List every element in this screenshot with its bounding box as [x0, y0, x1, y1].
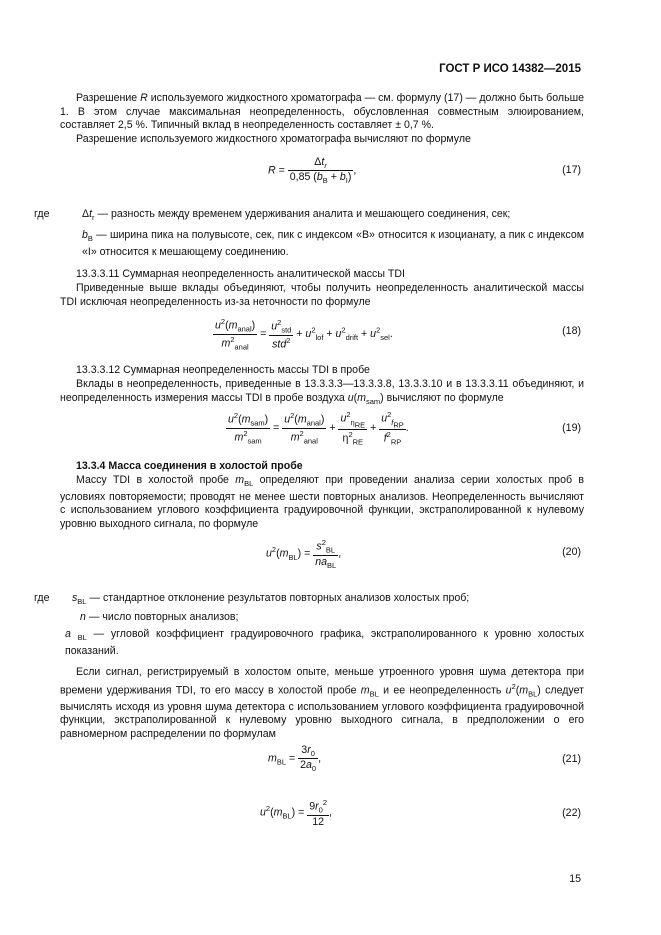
equation-number-22: (22) [562, 807, 581, 819]
section-title-13-3-4: 13.3.4 Масса соединения в холостой пробе [76, 460, 303, 472]
equation-21: $m_{BL}$ = $\frac{3r_0}{2a_0}$ , [268, 744, 322, 774]
section-title-13-3-3-12: 13.3.3.12 Суммарная неопределенность массы TDI в пробе [76, 364, 370, 376]
equation-number-20: (20) [562, 546, 581, 558]
equation-19: $\frac{u^2(m_{sam})}{m^2_{sam}}$ = $\frac{u^2(m_{anal})}{m^2_{anal}}$ + $\frac{u^2_{\eta_{RE}}}{\eta^2_{RE}}$ + $\frac{u^2_{f_{RP}}}{f^2_{RP}}$ . [228, 410, 409, 447]
where-label-2: где [34, 592, 50, 604]
paragraph-13-3-3-11: Приведенные выше вклады объединяют, чтобы получить неопределенность аналитической массы TDI исключая неопределенность из-за неточности по формуле [60, 282, 584, 308]
section-title-13-3-3-11: 13.3.3.11 Суммарная неопределенность аналитической массы TDI [76, 268, 405, 280]
equation-17: R = $\frac{\Delta t_r}{0,85 (b_B + b_I)}$ , [268, 156, 357, 186]
definition-bB: $b_B$ — ширина пика на полувысоте, сек, пик с индексом «B» относится к изоцианату, а пик с индексом «I» относится к мешающему соединению. [82, 229, 584, 258]
equation-number-21: (21) [562, 753, 581, 765]
page-header: ГОСТ Р ИСО 14382—2015 [439, 63, 581, 75]
paragraph-formula-intro: Разрешение используемого жидкостного хроматографа вычисляют по формуле [76, 133, 471, 145]
definition-aBL: a $_{BL}$ — угловой коэффициент градуировочного графика, экстраполированного к уровню холостых показаний. [65, 628, 584, 657]
equation-22: $u^2(m_{BL})$ = $\frac{9r_0^2}{12}$ , [260, 798, 332, 828]
definition-delta-tr: $\Delta t_r$ — разность между временем удерживания аналита и мешающего соединения, сек; [82, 208, 511, 223]
paragraph-13-3-4: Массу TDI в холостой пробе $m_{BL}$ определяют при проведении анализа серии холостых проб в условиях повторяемости; проводят не менее шести повторных анализов. Неопределенность вычисляют с использованием углового коэффициента градуировочной функции, экстраполированной к нулевому уровню выходного сигнала, по формуле [60, 474, 584, 530]
paragraph-13-3-3-12: Вклады в неопределенность, приведенные в 13.3.3.3—13.3.3.8, 13.3.3.10 и в 13.3.3.11 объединяют, и неопределенность измерения массы TDI в пробе воздуха $u(m_{sam})$ вычисляют по формуле [60, 378, 584, 406]
equation-18: $\frac{u^2(m_{anal})}{m^2_{anal}}$ = $\frac{u^2_{std}}{std^2}$ + $u^2_{lof} + u^2_{drift} + u^2_{sel}$. [215, 317, 393, 352]
definition-n: n — число повторных анализов; [80, 611, 239, 623]
equation-number-18: (18) [562, 325, 581, 337]
where-label: где [34, 208, 50, 220]
equation-number-17: (17) [562, 164, 581, 176]
equation-number-19: (19) [562, 422, 581, 434]
paragraph-resolution: Разрешение R используемого жидкостного хроматографа — см. формулу (17) — должно быть больше 1. В этом случае максимальная неопределенность, обусловленная совместным элюированием, составляет 2,5 %. Типичный вклад в неопределенность составляет ± 0,7 %. [60, 92, 584, 132]
definition-sBL: $s_{BL}$ — стандартное отклонение результатов повторных анализов холостых проб; [72, 592, 470, 607]
page-number: 15 [569, 873, 581, 885]
paragraph-blank-signal: Если сигнал, регистрируемый в холостом опыте, меньше утроенного уровня шума детектора при времени удерживания TDI, то его массу в холостой пробе $m_{BL}$ и ее неопределенность $u^2(m_{BL})$ следует вычислять исходя из уровня шума детектора с использованием углового коэффициента градуировочной функции, экстраполированной к нулевому уровню выходного сигнала, в предположении о его равномерном распределении по формулам [60, 666, 585, 741]
equation-20: $u^2(m_{BL})$ = $\frac{s^2_{BL}}{na_{BL}}$ , [266, 538, 342, 570]
